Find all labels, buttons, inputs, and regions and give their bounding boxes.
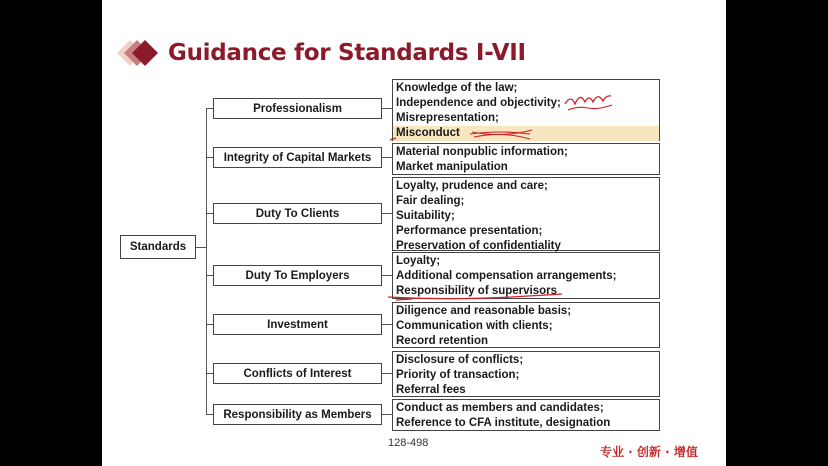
- slide: [102, 0, 726, 466]
- detail-item: Material nonpublic information;: [396, 146, 568, 158]
- category-investment: [213, 314, 382, 335]
- root-standards-box: [120, 235, 196, 259]
- connector-line: [206, 275, 213, 276]
- category-integrity: [213, 147, 382, 168]
- detail-item: Diligence and reasonable basis;: [396, 305, 572, 317]
- category-professionalism: [213, 98, 382, 119]
- slide-title: Guidance for Standards I-VII: [168, 40, 526, 66]
- detail-investment: [392, 302, 660, 348]
- category-label: Responsibility as Members: [223, 408, 372, 421]
- footer-brand: 专业 · 创新 · 增值: [600, 445, 698, 459]
- detail-item: Independence and objectivity;: [396, 97, 561, 109]
- connector-trunk: [206, 108, 207, 414]
- category-label: Conflicts of Interest: [243, 367, 352, 380]
- category-responsibility-members: [213, 404, 382, 425]
- detail-item: Misrepresentation;: [396, 112, 499, 124]
- detail-item: Fair dealing;: [396, 195, 465, 207]
- connector-line: [382, 157, 392, 158]
- detail-item: Communication with clients;: [396, 320, 553, 332]
- category-conflicts: [213, 363, 382, 384]
- detail-item: Loyalty;: [396, 255, 441, 267]
- category-label: Duty To Employers: [245, 269, 350, 282]
- connector-line: [196, 247, 206, 248]
- detail-item: Preservation of confidentiality: [396, 240, 561, 252]
- detail-item: Responsibility of supervisors: [396, 285, 558, 297]
- detail-item: Priority of transaction;: [396, 369, 520, 381]
- detail-item: Knowledge of the law;: [396, 82, 518, 94]
- detail-item: Loyalty, prudence and care;: [396, 180, 548, 192]
- detail-item: Performance presentation;: [396, 225, 543, 237]
- root-label: Standards: [129, 241, 187, 253]
- detail-item-highlighted: Misconduct: [393, 126, 659, 141]
- page-number: 128-498: [388, 437, 429, 449]
- detail-integrity: [392, 143, 660, 175]
- detail-conflicts: [392, 351, 660, 397]
- detail-item: Market manipulation: [396, 161, 508, 173]
- connector-line: [382, 373, 392, 374]
- connector-line: [206, 213, 213, 214]
- detail-item: Conduct as members and candidates;: [396, 402, 604, 414]
- category-duty-to-clients: [213, 203, 382, 224]
- connector-line: [206, 414, 213, 415]
- detail-item: Reference to CFA institute, designation: [396, 417, 611, 429]
- category-label: Professionalism: [253, 102, 342, 115]
- connector-line: [206, 108, 213, 109]
- detail-item: Suitability;: [396, 210, 455, 222]
- detail-item: Additional compensation arrangements;: [396, 270, 617, 282]
- detail-item: Referral fees: [396, 384, 466, 396]
- detail-duty-to-employers: [392, 252, 660, 299]
- connector-line: [382, 213, 392, 214]
- connector-line: [206, 157, 213, 158]
- category-duty-to-employers: [213, 265, 382, 286]
- connector-line: [382, 324, 392, 325]
- connector-line: [206, 324, 213, 325]
- detail-duty-to-clients: [392, 177, 660, 251]
- category-label: Investment: [267, 318, 328, 331]
- diamond-logo-icon: [118, 38, 162, 68]
- connector-line: [382, 414, 392, 415]
- category-label: Integrity of Capital Markets: [223, 151, 372, 164]
- detail-responsibility-members: [392, 399, 660, 431]
- detail-item: Disclosure of conflicts;: [396, 354, 524, 366]
- connector-line: [206, 373, 213, 374]
- category-label: Duty To Clients: [255, 207, 340, 220]
- connector-line: [382, 275, 392, 276]
- connector-line: [382, 108, 392, 109]
- detail-professionalism: [392, 79, 660, 141]
- detail-item: Record retention: [396, 335, 489, 347]
